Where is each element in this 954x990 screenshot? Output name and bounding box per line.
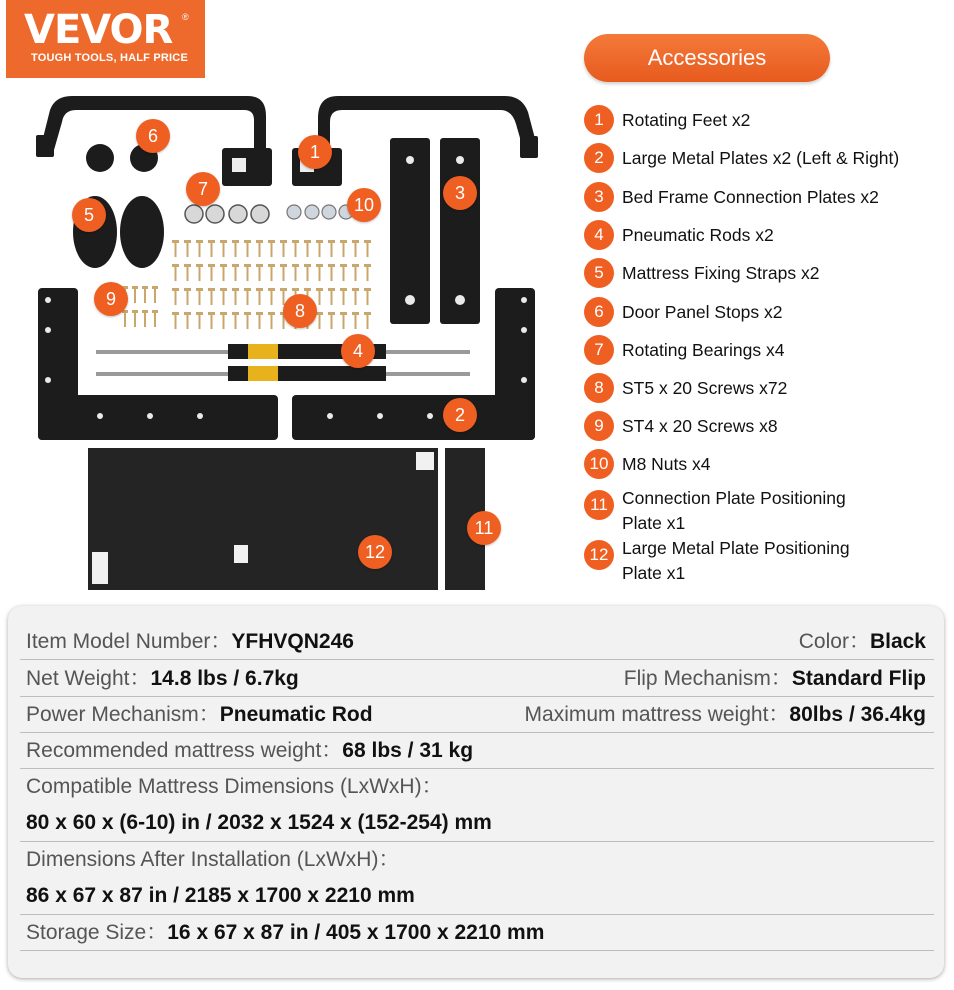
part-badge: 9	[94, 282, 128, 316]
screw-head	[184, 312, 191, 315]
screw-head	[232, 288, 239, 291]
screw-head	[340, 240, 347, 243]
screw-head	[172, 288, 179, 291]
screw-shaft	[154, 313, 156, 327]
screw-head	[268, 288, 275, 291]
screw-shaft	[175, 243, 177, 257]
screw-head	[220, 288, 227, 291]
item-number-badge: 4	[584, 220, 614, 250]
item-number-badge: 2	[584, 143, 614, 173]
screw-shaft	[247, 291, 249, 305]
screw-head	[316, 264, 323, 267]
screw-shaft	[343, 315, 345, 329]
screw-shaft	[124, 313, 126, 327]
screw-shaft	[187, 267, 189, 281]
part-badge: 5	[72, 198, 106, 232]
screw-head	[364, 240, 371, 243]
screw-head	[256, 240, 263, 243]
screw-head	[172, 240, 179, 243]
part-badge: 2	[443, 398, 477, 432]
screw-shaft	[223, 315, 225, 329]
spec-key: Flip Mechanism：	[623, 667, 792, 690]
screw-head	[142, 310, 148, 313]
screw-head	[328, 312, 335, 315]
spec-key: Item Model Number：	[26, 630, 232, 653]
screw-head	[256, 264, 263, 267]
screw-head	[328, 240, 335, 243]
item-label: Door Panel Stops x2	[622, 302, 783, 322]
vevor-logo	[6, 0, 205, 78]
screw-shaft	[307, 267, 309, 281]
spec-value: 80lbs / 36.4kg	[789, 703, 926, 726]
screw-shaft	[259, 291, 261, 305]
item-number-badge: 8	[584, 373, 614, 403]
spec-row-compatible-dimensions	[20, 769, 934, 842]
screw-head	[352, 264, 359, 267]
screw-shaft	[331, 291, 333, 305]
item-label: M8 Nuts x4	[622, 454, 711, 474]
screw-head	[280, 264, 287, 267]
screw-head	[208, 264, 215, 267]
screw-head	[340, 264, 347, 267]
item-number-badge: 9	[584, 411, 614, 441]
screw-head	[268, 312, 275, 315]
screw-head	[132, 286, 138, 289]
screw-shaft	[343, 243, 345, 257]
m8-nuts	[287, 205, 353, 219]
screw-shaft	[134, 313, 136, 327]
spec-row-storage-size	[20, 915, 934, 951]
screw-shaft	[319, 291, 321, 305]
screw-shaft	[283, 243, 285, 257]
pneumatic-rod-bottom-shaft	[96, 372, 228, 376]
item-label: Pneumatic Rods x2	[622, 225, 774, 245]
item-label: Large Metal Plates x2 (Left & Right)	[622, 148, 900, 168]
screw-shaft	[331, 243, 333, 257]
parts-illustration	[0, 80, 560, 600]
part-badge: 12	[358, 535, 392, 569]
screw-head	[244, 264, 251, 267]
screw-head	[184, 240, 191, 243]
screw-head	[208, 288, 215, 291]
screw-shaft	[319, 243, 321, 257]
screw-shaft	[367, 243, 369, 257]
screw-shaft	[187, 291, 189, 305]
screw-head	[352, 288, 359, 291]
spec-row-weight	[20, 661, 934, 697]
screw-shaft	[199, 267, 201, 281]
screw-shaft	[271, 291, 273, 305]
item-label: Connection Plate Positioning	[622, 488, 846, 508]
screw-shaft	[235, 267, 237, 281]
screw-head	[232, 240, 239, 243]
screw-head	[328, 288, 335, 291]
screw-shaft	[259, 315, 261, 329]
logo-brand: VEVOR	[24, 7, 173, 53]
logo-tagline: TOUGH TOOLS, HALF PRICE	[31, 52, 188, 64]
spec-key: Net Weight：	[26, 667, 151, 690]
screw-shaft	[211, 315, 213, 329]
strap-right	[120, 196, 164, 268]
spec-value: 14.8 lbs / 6.7kg	[150, 667, 299, 690]
screw-head	[152, 286, 158, 289]
pneumatic-rod-top-shaft	[96, 350, 228, 354]
st4-screws	[122, 286, 158, 327]
screw-head	[364, 288, 371, 291]
part-badge: 1	[298, 135, 332, 169]
screw-shaft	[331, 315, 333, 329]
screw-head	[316, 240, 323, 243]
screw-shaft	[211, 243, 213, 257]
screw-shaft	[247, 315, 249, 329]
screw-shaft	[134, 289, 136, 303]
screw-head	[208, 240, 215, 243]
spec-row-model	[20, 624, 934, 660]
spec-value: Standard Flip	[791, 667, 926, 690]
bearings	[185, 205, 269, 223]
screw-head	[256, 288, 263, 291]
screw-head	[316, 288, 323, 291]
screw-shaft	[154, 289, 156, 303]
screw-head	[196, 264, 203, 267]
screw-head	[172, 264, 179, 267]
screw-head	[220, 240, 227, 243]
screw-head	[196, 288, 203, 291]
spec-value: 80 x 60 x (6-10) in / 2032 x 1524 x (152-254) mm	[26, 811, 492, 834]
spec-key: Compatible Mattress Dimensions (LxWxH)：	[26, 775, 443, 798]
screw-head	[208, 312, 215, 315]
door-stop-left	[86, 144, 114, 172]
screw-shaft	[211, 291, 213, 305]
spec-key: Power Mechanism：	[26, 703, 220, 726]
screw-head	[268, 264, 275, 267]
screw-head	[364, 264, 371, 267]
screw-shaft	[247, 243, 249, 257]
screw-head	[316, 312, 323, 315]
item-label: Mattress Fixing Straps x2	[622, 263, 820, 283]
item-number-badge: 6	[584, 297, 614, 327]
item-label: ST5 x 20 Screws x72	[622, 378, 788, 398]
item-label-line2: Plate x1	[622, 513, 686, 533]
large-positioning-plate	[88, 448, 438, 590]
screw-shaft	[144, 289, 146, 303]
screw-head	[232, 312, 239, 315]
screw-shaft	[307, 243, 309, 257]
item-label: Large Metal Plate Positioning	[622, 538, 850, 558]
st5-screws	[172, 240, 371, 329]
screw-shaft	[355, 291, 357, 305]
screw-shaft	[283, 267, 285, 281]
screw-head	[292, 288, 299, 291]
spec-key: Color：	[798, 630, 870, 653]
screw-head	[352, 312, 359, 315]
item-label: ST4 x 20 Screws x8	[622, 416, 778, 436]
spec-key: Storage Size：	[26, 921, 168, 944]
screw-head	[132, 310, 138, 313]
screw-head	[292, 264, 299, 267]
spec-row-recommended-weight	[20, 733, 934, 769]
part-badge: 3	[443, 176, 477, 210]
screw-head	[196, 312, 203, 315]
item-number-badge: 5	[584, 258, 614, 288]
screw-shaft	[355, 267, 357, 281]
part-badge: 11	[467, 511, 501, 545]
screw-head	[232, 264, 239, 267]
screw-head	[304, 264, 311, 267]
item-number-badge: 7	[584, 335, 614, 365]
screw-head	[244, 240, 251, 243]
screw-shaft	[175, 291, 177, 305]
screw-head	[220, 264, 227, 267]
part-badge: 6	[136, 119, 170, 153]
part-badge: 7	[186, 172, 220, 206]
spec-key: Recommended mattress weight：	[26, 739, 343, 762]
screw-shaft	[187, 243, 189, 257]
screw-head	[184, 288, 191, 291]
screw-head	[184, 264, 191, 267]
spec-value: 86 x 67 x 87 in / 2185 x 1700 x 2210 mm	[26, 884, 415, 907]
screw-head	[304, 240, 311, 243]
screw-shaft	[175, 315, 177, 329]
screw-shaft	[343, 291, 345, 305]
screw-shaft	[175, 267, 177, 281]
item-label: Bed Frame Connection Plates x2	[622, 187, 879, 207]
screw-shaft	[355, 315, 357, 329]
screw-shaft	[295, 267, 297, 281]
spec-row-installed-dimensions	[20, 842, 934, 915]
screw-shaft	[199, 315, 201, 329]
screw-head	[220, 312, 227, 315]
screw-shaft	[367, 315, 369, 329]
screw-shaft	[259, 243, 261, 257]
screw-shaft	[355, 243, 357, 257]
screw-head	[244, 312, 251, 315]
screw-shaft	[223, 243, 225, 257]
screw-shaft	[271, 267, 273, 281]
screw-shaft	[319, 267, 321, 281]
screw-shaft	[259, 267, 261, 281]
spec-value: Black	[869, 630, 926, 653]
screw-head	[172, 312, 179, 315]
spec-row-power	[20, 697, 934, 733]
item-number-badge: 12	[584, 540, 614, 570]
screw-shaft	[199, 243, 201, 257]
screw-head	[364, 312, 371, 315]
spec-table	[8, 606, 944, 978]
item-number-badge: 1	[584, 105, 614, 135]
screw-head	[256, 312, 263, 315]
large-plate-left-horizontal	[38, 395, 278, 440]
screw-head	[152, 310, 158, 313]
foot-bracket-left	[222, 148, 272, 186]
spec-key: Dimensions After Installation (LxWxH)：	[26, 848, 400, 871]
screw-shaft	[367, 291, 369, 305]
screw-shaft	[367, 267, 369, 281]
screw-head	[280, 240, 287, 243]
spec-value: 16 x 67 x 87 in / 405 x 1700 x 2210 mm	[167, 921, 545, 944]
handle-right-foot	[520, 136, 538, 158]
screw-head	[328, 264, 335, 267]
part-badge: 10	[347, 188, 381, 222]
screw-head	[292, 240, 299, 243]
screw-shaft	[235, 243, 237, 257]
screw-shaft	[295, 243, 297, 257]
item-label-line2: Plate x1	[622, 563, 686, 583]
screw-shaft	[271, 315, 273, 329]
screw-head	[268, 240, 275, 243]
screw-shaft	[144, 313, 146, 327]
screw-shaft	[223, 267, 225, 281]
screw-shaft	[331, 267, 333, 281]
part-badge: 4	[341, 334, 375, 368]
spec-key: Maximum mattress weight：	[524, 703, 790, 726]
item-number-badge: 10	[584, 449, 614, 479]
screw-shaft	[343, 267, 345, 281]
screw-head	[340, 288, 347, 291]
screw-shaft	[319, 315, 321, 329]
screw-shaft	[223, 291, 225, 305]
screw-head	[304, 288, 311, 291]
part-badge: 8	[283, 294, 317, 328]
item-number-badge: 3	[584, 182, 614, 212]
spec-value: YFHVQN246	[231, 630, 354, 653]
item-label: Rotating Feet x2	[622, 110, 751, 130]
screw-head	[142, 286, 148, 289]
screw-shaft	[235, 315, 237, 329]
screw-shaft	[271, 243, 273, 257]
accessories-title: Accessories	[584, 34, 830, 82]
screw-shaft	[211, 267, 213, 281]
item-number-badge: 11	[584, 490, 614, 520]
screw-shaft	[187, 315, 189, 329]
screw-head	[244, 288, 251, 291]
screw-head	[352, 240, 359, 243]
screw-shaft	[247, 267, 249, 281]
spec-value: 68 lbs / 31 kg	[342, 739, 474, 762]
handle-left-foot	[36, 135, 54, 157]
screw-shaft	[199, 291, 201, 305]
spec-value: Pneumatic Rod	[219, 703, 373, 726]
screw-head	[340, 312, 347, 315]
screw-head	[280, 288, 287, 291]
screw-shaft	[235, 291, 237, 305]
screw-head	[196, 240, 203, 243]
item-label: Rotating Bearings x4	[622, 340, 785, 360]
logo-registered-mark: ®	[182, 12, 189, 22]
